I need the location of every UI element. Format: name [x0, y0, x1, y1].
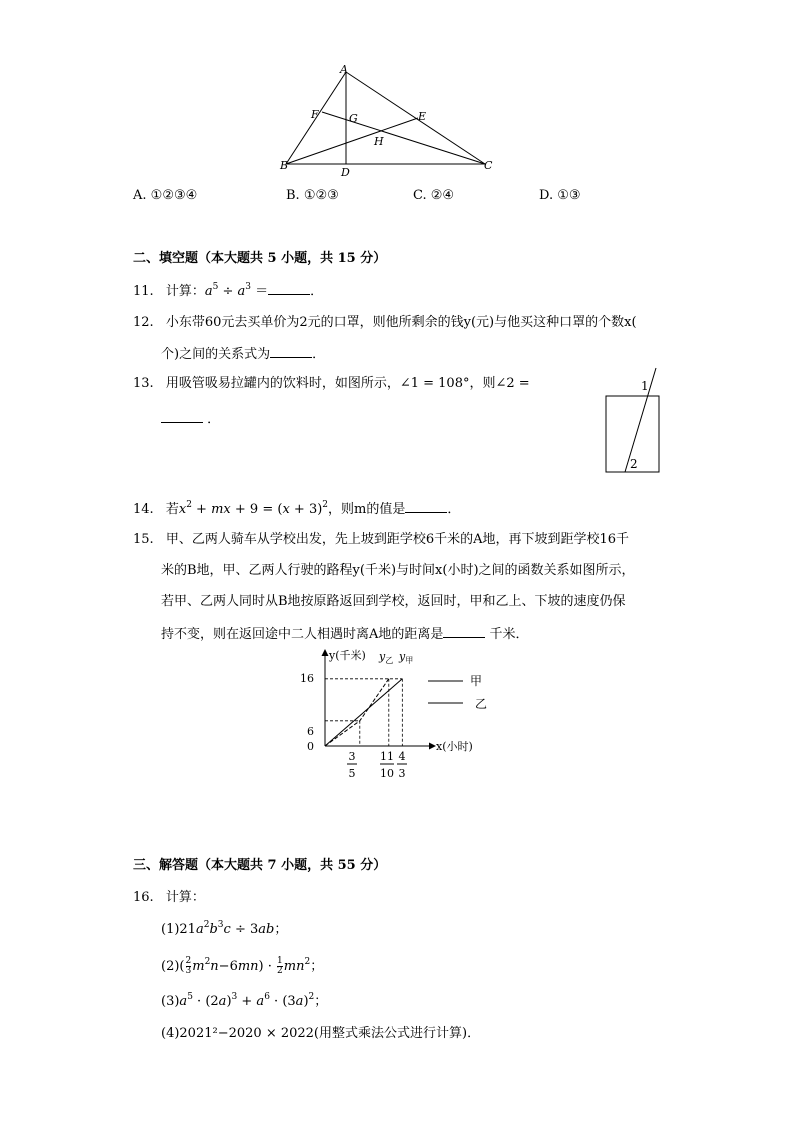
legend-yi-label: 乙 — [475, 697, 488, 711]
choice-a[interactable] — [133, 188, 197, 203]
q11-prefix: 计算： — [165, 284, 205, 299]
q15-line3: 若甲、乙两人同时从B地按原路返回到学校，返回时，甲和乙上、下坡的速度仍保 — [161, 594, 626, 609]
can-straw-figure — [600, 364, 670, 476]
q11-eq: ＝ — [255, 284, 269, 299]
angle-label-2: 2 — [630, 457, 638, 471]
label-H: H — [374, 135, 384, 148]
question-14: 14. 若$x^2$ + mx + $9 = (x + 3)^2$，则m的值是 ． — [133, 500, 461, 517]
question-13 — [133, 375, 530, 393]
choice-letter: A. — [133, 188, 147, 203]
q16-item-1: $(1)21a^2b^3c \div 3ab$； — [161, 920, 288, 937]
q15-line4-end: 千米． — [485, 627, 529, 642]
x-tick-3-5-num: 3 — [348, 750, 356, 763]
question-15 — [133, 531, 629, 549]
q16-item-4: (4)2021²−2020 × 2022(用整式乘法公式进行计算)． — [161, 1026, 481, 1041]
q14-number: 14. — [133, 502, 154, 517]
y-tick-6: 6 — [307, 725, 314, 738]
q12-end: ． — [312, 347, 326, 362]
distance-time-chart — [295, 645, 505, 795]
triangle-figure — [278, 62, 508, 182]
label-D: D — [341, 166, 350, 179]
section-2-title: 二、填空题（本大题共 5 小题，共 15 分） — [133, 251, 387, 266]
q13-line1: 用吸管吸易拉罐内的饮料时，如图所示，∠1 = 108°，则∠2 = — [165, 376, 530, 391]
q14-end: ． — [447, 502, 461, 517]
q14-middle: ，则m的值是 — [328, 502, 406, 517]
choice-b[interactable] — [286, 188, 339, 203]
x-axis-label: x(小时) — [436, 740, 473, 753]
question-12 — [133, 314, 637, 332]
choice-value: ①③ — [557, 188, 581, 203]
series-jia-line — [325, 679, 402, 746]
choice-letter: D. — [539, 188, 554, 203]
angle-label-1: 1 — [641, 379, 649, 393]
choice-letter: B. — [286, 188, 300, 203]
question-12-line2 — [161, 345, 325, 364]
choice-letter: C. — [413, 188, 427, 203]
choice-value: ①②③④ — [150, 188, 198, 203]
x-tick-4-3-num: 4 — [398, 750, 406, 763]
label-E: E — [418, 110, 427, 123]
q14-answer-blank[interactable] — [405, 500, 447, 513]
q13-end: ． — [207, 412, 221, 427]
series-label-jia: $y_甲$ — [399, 650, 414, 665]
y-tick-16: 16 — [300, 672, 314, 685]
label-A: A — [340, 63, 348, 76]
q13-number: 13. — [133, 376, 154, 391]
question-16 — [133, 889, 205, 907]
q11-end: ． — [310, 284, 324, 299]
q15-number: 15. — [133, 532, 154, 547]
y-tick-0: 0 — [307, 740, 314, 753]
q15-line4-prefix: 持不变，则在返回途中二人相遇时离A地的距离是 — [161, 627, 444, 642]
q16-item-3: $(3)a^5 \cdot (2a)^3 + a^6 \cdot (3a)^2$； — [161, 992, 328, 1009]
q12-number: 12. — [133, 315, 154, 330]
q12-line1: 小东带60元去买单价为2元的口罩，则他所剩余的钱y(元)与他买这种口罩的个数x( — [165, 315, 637, 330]
q16-item-2: (2)( $\frac{2}{3}$ $m^2n-6mn$) · $\frac{1}{2}$ $mn^2$； — [161, 956, 324, 976]
x-tick-3-5-den: 5 — [348, 767, 356, 780]
choice-c[interactable] — [413, 188, 454, 203]
q11-answer-blank[interactable] — [268, 282, 310, 295]
x-tick-4-3 — [397, 750, 407, 780]
question-11: 11. 计算：$a^5 \div a^3$ ＝ ． — [133, 282, 324, 299]
x-tick-11-10-num: 11 — [380, 750, 394, 763]
choice-d[interactable] — [539, 188, 581, 203]
q13-answer-blank[interactable] — [161, 410, 203, 423]
question-15-line4 — [161, 625, 529, 644]
legend-jia-label: 甲 — [470, 674, 483, 688]
q16-title: 计算： — [165, 890, 205, 905]
label-G: G — [349, 112, 358, 125]
q16-number: 16. — [133, 890, 154, 905]
label-C: C — [484, 159, 493, 172]
label-B: B — [280, 159, 289, 172]
x-tick-11-10 — [380, 750, 394, 780]
q12-answer-blank[interactable] — [270, 345, 312, 358]
x-tick-11-10-den: 10 — [380, 767, 394, 780]
q15-line2: 米的B地，甲、乙两人行驶的路程y(千米)与时间x(小时)之间的函数关系如图所示， — [161, 563, 635, 578]
choice-value: ②④ — [430, 188, 455, 203]
q15-answer-blank[interactable] — [443, 625, 485, 638]
series-label-yi: $y_乙$ — [379, 650, 394, 665]
label-F: F — [311, 108, 319, 121]
q12-line2-prefix: 个)之间的关系式为 — [161, 347, 271, 362]
question-13-line2 — [161, 410, 220, 429]
series-yi-line — [325, 679, 389, 746]
x-tick-4-3-den: 3 — [398, 767, 406, 780]
y-axis-label: y(千米) — [329, 649, 366, 662]
x-tick-3-5 — [347, 750, 357, 780]
q14-prefix: 若 — [165, 502, 179, 517]
section-3-title: 三、解答题（本大题共 7 小题，共 55 分） — [133, 858, 387, 873]
choice-value: ①②③ — [303, 188, 339, 203]
q15-line1: 甲、乙两人骑车从学校出发，先上坡到距学校6千米的A地，再下坡到距学校16千 — [165, 532, 630, 547]
q11-number: 11. — [133, 284, 154, 299]
